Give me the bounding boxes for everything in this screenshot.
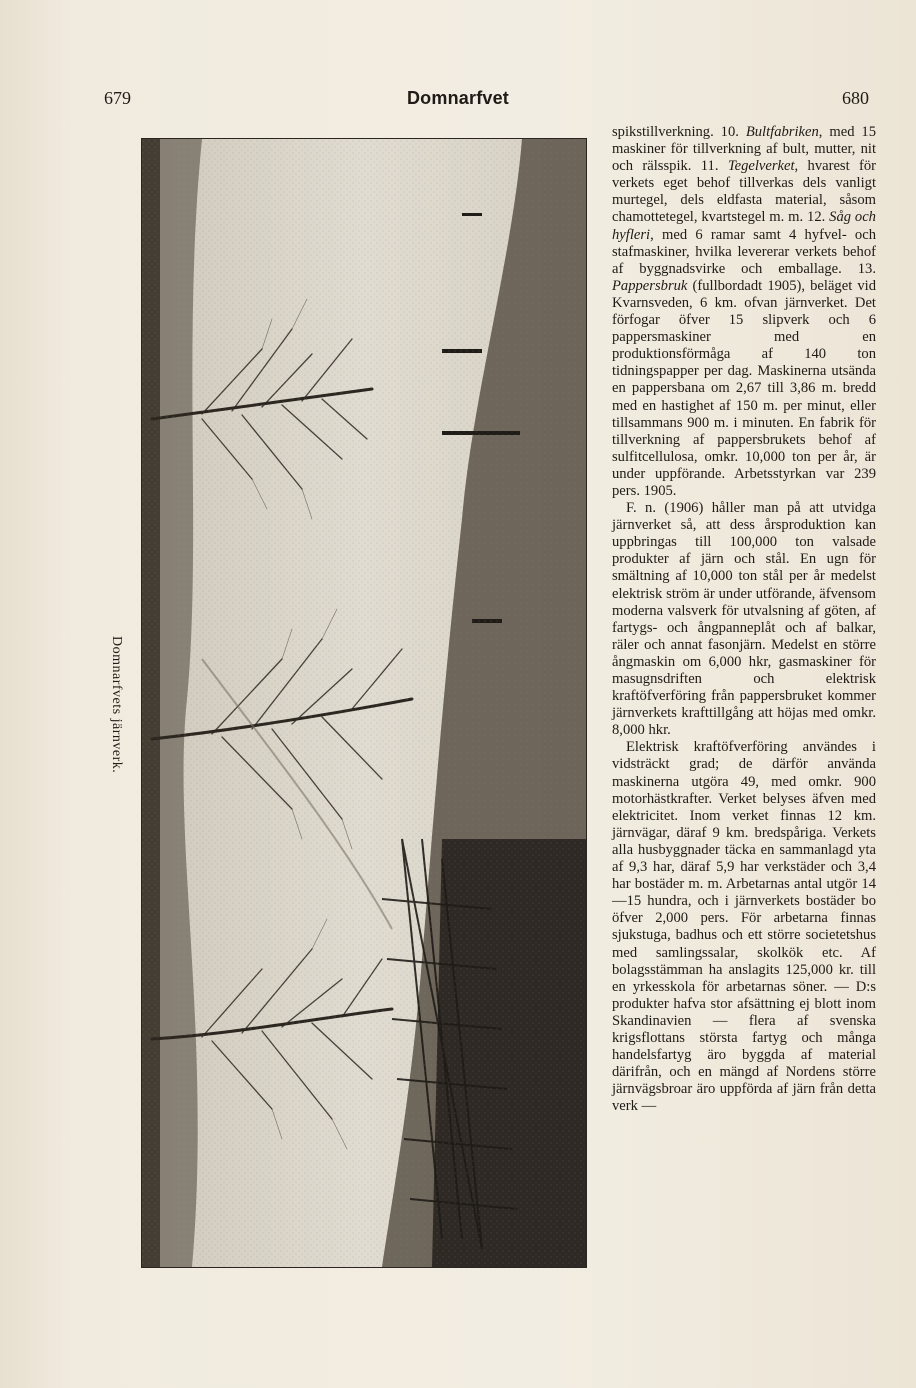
page-number-left: 679 bbox=[104, 88, 131, 108]
page-header bbox=[0, 88, 916, 118]
article-text bbox=[612, 124, 876, 1115]
text-segment: (fullbordadt 1905), beläget vid Kvarnsveden, 6 km. ofvan järnverket. Det förfogar öfver 15 slipverk och 6 pappersmaskiner med en produktionsförmåga af 140 ton tidningspapper per dag. Maskinerna utsända en pappersbana om 2,67 till 3,86 m. bredd med en hastighet af 150 m. per minut, eller tillsammans 900 m. i minuten. En fabrik för tillverkning af pappersbrukets behof af sulfitcellulosa, omkr. 10,000 ton per år, är under uppförande. Arbetsstyrkan var 239 pers. 1905. bbox=[612, 277, 876, 499]
paragraph-1 bbox=[612, 124, 876, 500]
italic-term: Tegelverket bbox=[727, 158, 795, 175]
paragraph-3 bbox=[612, 739, 876, 1115]
italic-term: Såg och hyfleri bbox=[612, 209, 876, 243]
italic-term: Pappersbruk bbox=[612, 277, 688, 294]
text-segment: spikstillverkning. 10. bbox=[612, 124, 746, 140]
paragraph-2 bbox=[612, 500, 876, 739]
text-segment: F. n. (1906) håller man på att utvidga järnverket så, att dess årsproduktion kan uppbringas till 100,000 ton valsade produkter af järn och stål. En ugn för smältning af 10,000 ton stål per år medelst elektrisk ström är under utförande, äfvensom moderna valsverk för utvalsning af göten, af fartygs- och ångpanneplåt och af balkar, räler och annat fasonjärn. Medelst en större ångmaskin om 6,000 hkr, gasmaskiner för masugnsdriften och elektrisk kraftöfverföring från pappersbruket kommer järnverkets krafttillgång att höjas med omkr. 8,000 hkr. bbox=[612, 500, 876, 739]
text-segment: Elektrisk kraftöfverföring användes i vidsträckt grad; de därför använda maskinerna utgöra 49, med omkr. 900 motorhästkrafter. Verket belyses äfven med elektricitet. Inom verket finnas 12 km. järnvägar, däraf 9 km. bredspåriga. Verkets alla husbyggnader täcka en sammanlagd yta af 9,3 har, däraf 5,9 har verkstäder och 3,4 har bostäder m. m. Arbetarnas antal utgör 14—15 hundra, och i järnverkets bostäder bo öfver 2,000 pers. För arbetarna finnas sjukstuga, badhus och ett större societetshus med samlingssalar, skolkök etc. Af bolagsstämman ha anslagits 125,000 kr. till en yrkesskola för arbetarnas söner. — D:s produkter hafva stor afsättning ej blott inom Skandinavien — flera af svenska krigsflottans största fartyg och många handelsfartyg äro byggda af material därifrån, och en mängd af Nordens större järnvägsbroar äro uppförda af järn från detta verk — bbox=[612, 739, 876, 1115]
running-title: Domnarfvet bbox=[406, 88, 510, 108]
page-number-right: 680 bbox=[842, 88, 869, 108]
photograph bbox=[141, 138, 587, 1268]
figure-caption: Domnarfvets järnverk. bbox=[109, 636, 124, 774]
text-segment: , med 15 maskiner för tillverkning af bult, mutter, nit och rälsspik. 11. bbox=[612, 124, 876, 175]
photograph-icon bbox=[142, 139, 586, 1267]
text-segment: , hvarest för verkets eget behof tillverkas dels vanligt murtegel, dels eldfasta material, såsom chamottetegel, kvartstegel m. m. 12. bbox=[612, 158, 877, 226]
text-segment: , med 6 ramar samt 4 hyfvel- och stafmaskiner, hvilka levererar verkets behof af byggnadsvirke och emballage. 13. bbox=[612, 226, 876, 277]
italic-term: Bultfabriken bbox=[745, 124, 819, 140]
